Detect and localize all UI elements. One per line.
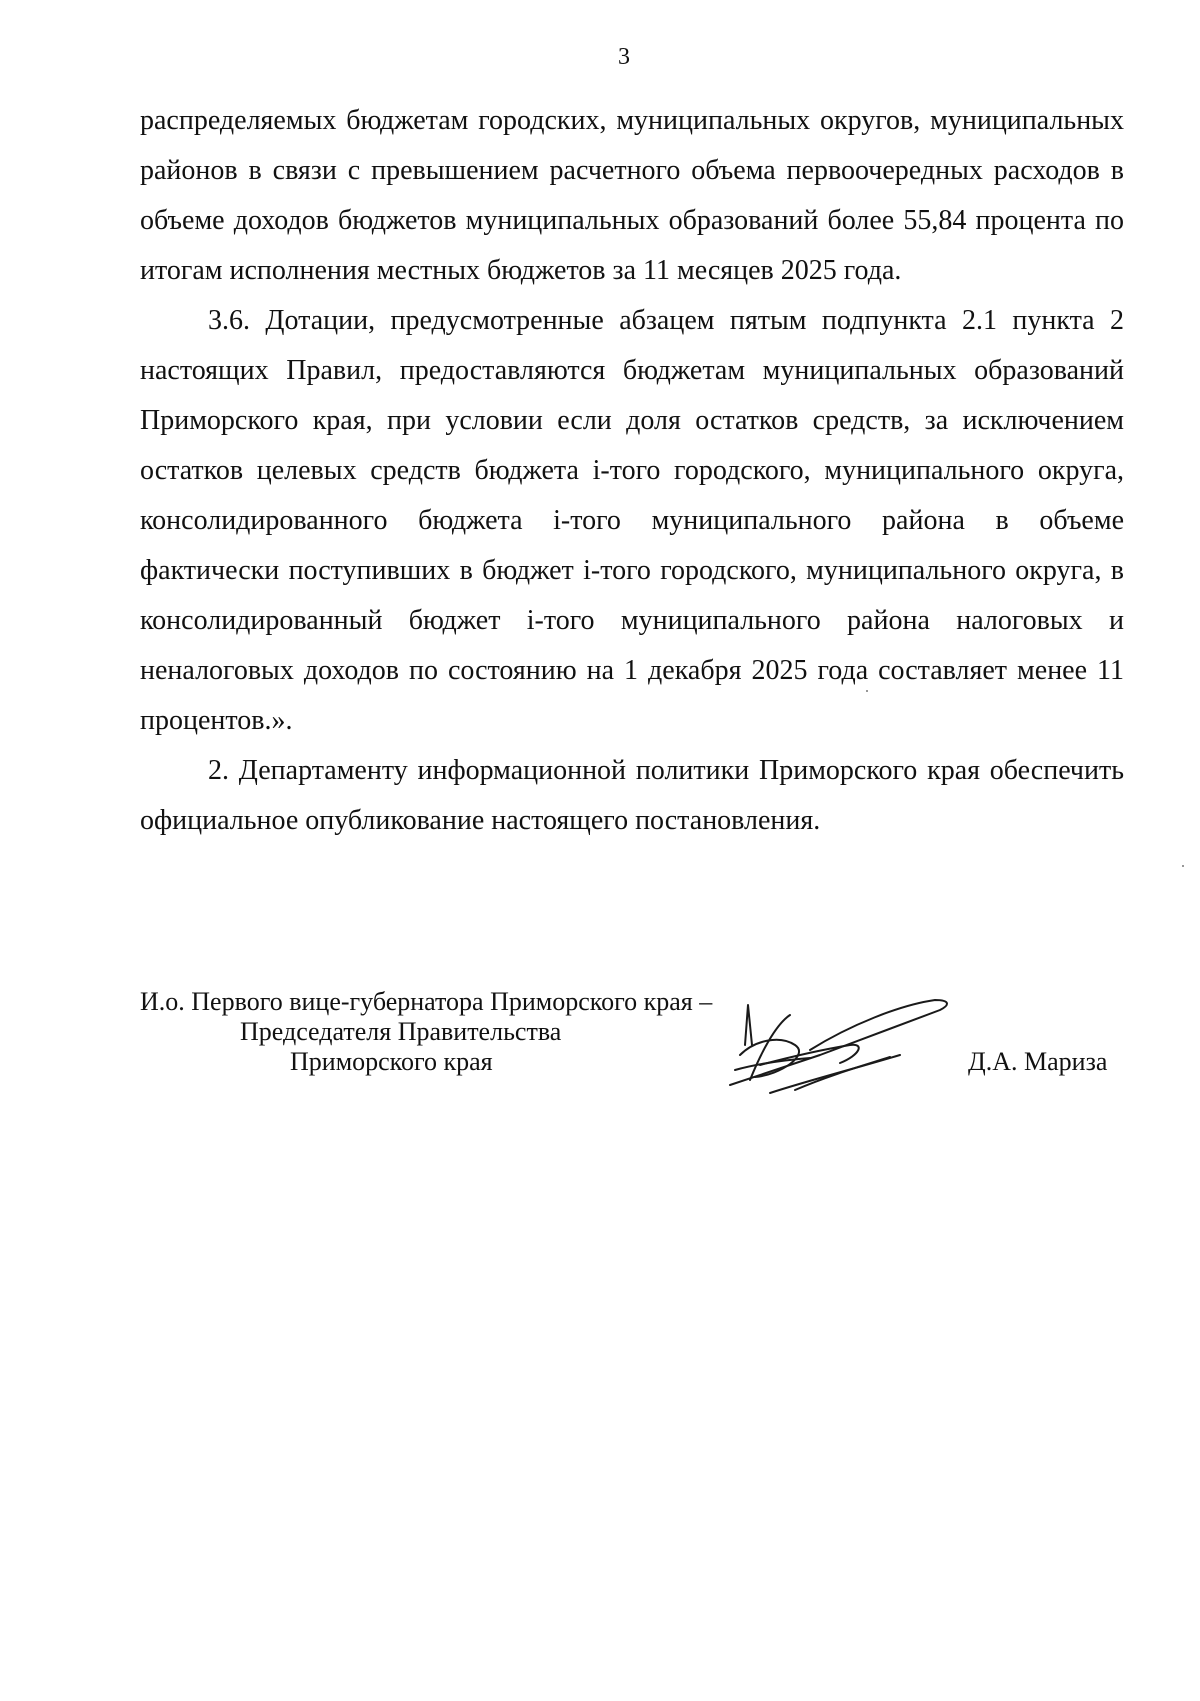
paragraph-3-6: 3.6. Дотации, предусмотренные абзацем пятым подпункта 2.1 пункта 2 настоящих Правил, предоставляются бюджетам муниципальных образований Приморского края, при условии если доля остатков средств, за исключением остатков целевых средств бюджета i-того городского, муниципального округа, консолидированного бюджета i-того муниципального района в объеме фактически поступивших в бюджет i-того городского, муниципального округа, в консолидированный бюджет i-того муниципального района налоговых и неналоговых доходов по состоянию на 1 декабря 2025 года составляет менее 11 процентов.».: [140, 305, 1124, 736]
scan-speck: [866, 690, 868, 692]
signatory-name: Д.А. Мариза: [968, 1047, 1108, 1076]
scan-speck: [1182, 865, 1184, 867]
signatory-title: [140, 987, 712, 1077]
document-body: [140, 96, 1124, 846]
page-number: 3: [618, 44, 630, 70]
signatory-title-line3: Приморского края: [290, 1047, 493, 1076]
paragraph-continuation: распределяемых бюджетам городских, муниципальных округов, муниципальных районов в связи с превышением расчетного объема первоочередных расходов в объеме доходов бюджетов муниципальных образований более 55,84 процента по итогам исполнения местных бюджетов за 11 месяцев 2025 года.: [140, 105, 1124, 286]
paragraph-2: 2. Департаменту информационной политики Приморского края обеспечить официальное опубликование настоящего постановления.: [140, 755, 1124, 836]
handwritten-signature: [700, 985, 980, 1105]
signatory-title-line2: Председателя Правительства: [240, 1017, 562, 1046]
signatory-title-line1: И.о. Первого вице-губернатора Приморского края –: [140, 987, 713, 1016]
